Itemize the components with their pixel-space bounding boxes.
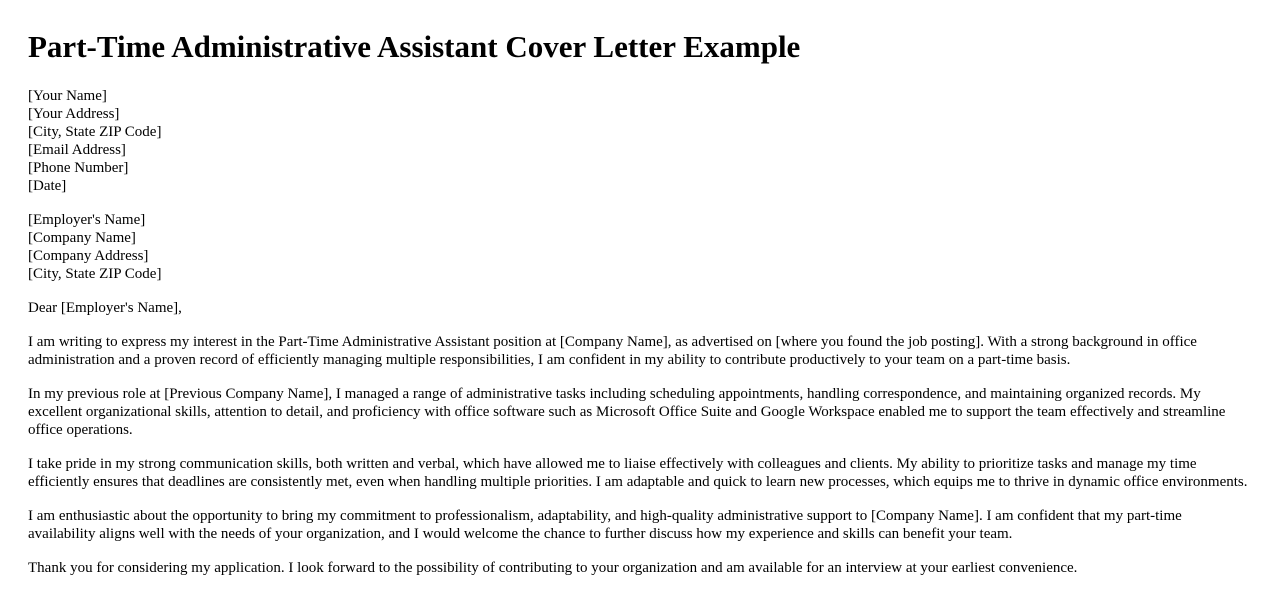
letter-date: [Date] bbox=[28, 178, 67, 194]
paragraph-skills: I take pride in my strong communication skills, both written and verbal, which have allowed me to liaise effectively with colleagues and clients. My ability to prioritize tasks and manage my time efficiently ensures that deadlines are consistently met, even when handling multiple priorities. I am adaptable and quick to learn new processes, which equips me to thrive in dynamic office environments. bbox=[28, 456, 1248, 490]
company-address: [Company Address] bbox=[28, 248, 149, 264]
sender-phone: [Phone Number] bbox=[28, 160, 129, 176]
paragraph-closing: Thank you for considering my application. I look forward to the possibility of contributing to your organization and am available for an interview at your earliest convenience. bbox=[28, 560, 1078, 576]
recipient-address-block bbox=[28, 211, 1250, 283]
salutation: Dear [Employer's Name], bbox=[28, 300, 182, 316]
paragraph-enthusiasm: I am enthusiastic about the opportunity to bring my commitment to professionalism, adaptability, and high-quality administrative support to [Company Name]. I am confident that my part-time availability aligns well with the needs of your organization, and I would welcome the chance to further discuss how my experience and skills can benefit your team. bbox=[28, 508, 1182, 542]
paragraph-experience: In my previous role at [Previous Company Name], I managed a range of administrative tasks including scheduling appointments, handling correspondence, and maintaining organized records. My excellent organizational skills, attention to detail, and proficiency with office software such as Microsoft Office Suite and Google Workspace enabled me to support the team effectively and streamline office operations. bbox=[28, 386, 1226, 438]
page-title: Part-Time Administrative Assistant Cover Letter Example bbox=[28, 29, 801, 64]
sender-address-block bbox=[28, 87, 1250, 195]
paragraph-introduction: I am writing to express my interest in the Part-Time Administrative Assistant position at [Company Name], as advertised on [where you found the job posting]. With a strong background in office administration and a proven record of efficiently managing multiple responsibilities, I am confident in my ability to contribute productively to your team on a part-time basis. bbox=[28, 334, 1197, 368]
sender-city-state-zip: [City, State ZIP Code] bbox=[28, 124, 162, 140]
company-city-state-zip: [City, State ZIP Code] bbox=[28, 266, 162, 282]
company-name: [Company Name] bbox=[28, 230, 136, 246]
sender-address: [Your Address] bbox=[28, 106, 120, 122]
employer-name: [Employer's Name] bbox=[28, 212, 146, 228]
sender-name: [Your Name] bbox=[28, 88, 107, 104]
sender-email: [Email Address] bbox=[28, 142, 126, 158]
document-page bbox=[28, 0, 1250, 577]
